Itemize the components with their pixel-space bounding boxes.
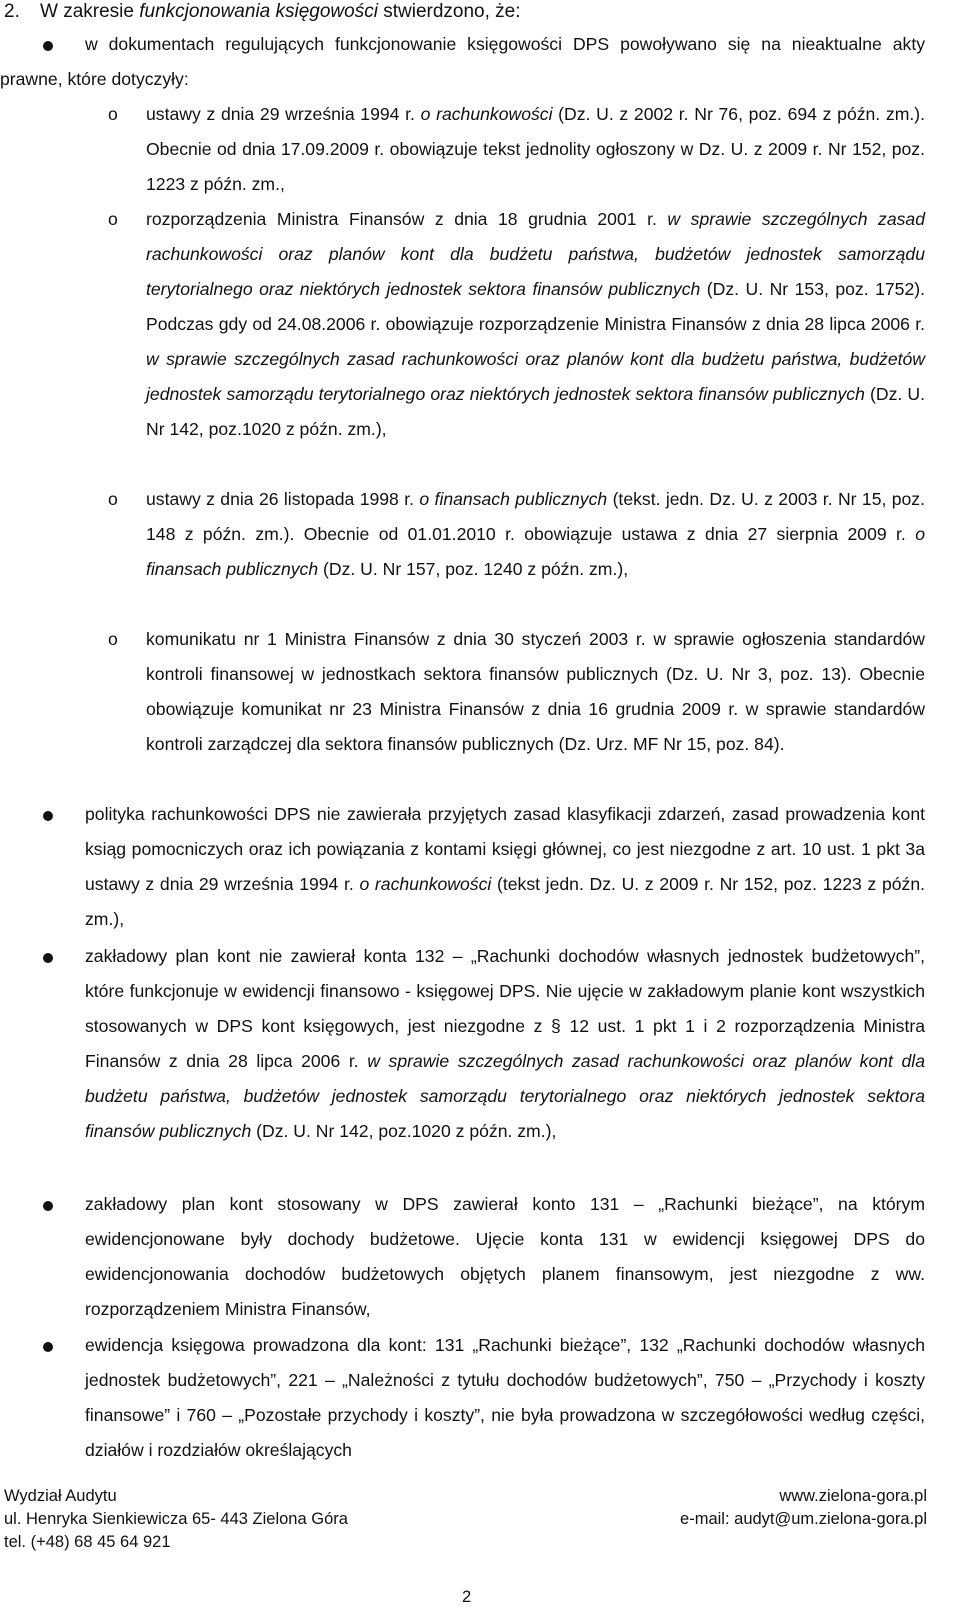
text-run: (Dz. U. Nr 142, poz.1020 z późn. zm.), <box>251 1121 557 1141</box>
text-run: (Dz. U. z 2002 r. Nr 76, poz. 694 z późn. zm.). Obecnie od dnia 17.09.2009 r. obowiązuje tekst jednolity ogłoszony w Dz. U. z 2009 r. Nr 152, poz. 1223 z późn. zm., <box>146 104 925 194</box>
italic-title: o finansach publicznych <box>146 524 925 579</box>
sub-bullet-paragraph <box>146 97 925 202</box>
text-run: polityka rachunkowości DPS nie zawierała przyjętych zasad klasyfikacji zdarzeń, zasad prowadzenia kont ksiąg pomocniczych oraz ich powiązania z kontami księgi głównej, co jest niezgodne z art. 10 ust. 1 pkt 3a ustawy z dnia 29 września 1994 r. <box>85 804 925 894</box>
text-run: (tekst. jedn. Dz. U. z 2003 r. Nr 15, poz. 148 z późn. zm.). Obecnie od 01.01.2010 r. obowiązuje ustawa z dnia 27 sierpnia 2009 r. <box>146 489 925 544</box>
footer-address: ul. Henryka Sienkiewicza 65- 443 Zielona Góra <box>4 1510 348 1528</box>
italic-title: o finansach publicznych <box>419 489 608 509</box>
bullet-marker <box>43 953 53 963</box>
sub-bullet-paragraph <box>146 202 925 447</box>
section-lead-tail: stwierdzono, że: <box>377 1 521 22</box>
sub-bullet-marker: o <box>108 629 118 649</box>
text-run: ustawy z dnia 26 listopada 1998 r. <box>146 489 420 509</box>
bullet-paragraph <box>85 797 925 937</box>
bullet-paragraph <box>85 1328 925 1468</box>
page-number: 2 <box>462 1588 472 1606</box>
bullet-marker <box>43 1342 53 1352</box>
section-heading <box>4 0 521 24</box>
bullet-paragraph <box>85 939 925 1149</box>
page-footer <box>0 1485 960 1622</box>
text-run: (Dz. U. Nr 142, poz.1020 z późn. zm.), <box>146 384 926 439</box>
text-run: zakładowy plan kont nie zawierał konta 132 – „Rachunki dochodów własnych jednostek budżetowych”, które funkcjonuje w ewidencji finansowo - księgowej DPS. Nie ujęcie w zakładowym planie kont wszystkich stosowanych w DPS kont księgowych, jest niezgodne z § 12 ust. 1 pkt 1 i 2 rozporządzenia Ministra Finansów z dnia 28 lipca 2006 r. <box>85 946 925 1071</box>
sub-bullet-paragraph <box>146 622 925 762</box>
italic-title: w sprawie szczególnych zasad rachunkowości oraz planów kont dla budżetu państwa, budżetów jednostek samorządu terytorialnego oraz niektórych jednostek sektora finansów publicznych <box>146 349 925 404</box>
sub-bullet-paragraph <box>146 482 925 587</box>
text-run: (Dz. U. Nr 153, poz. 1752). Podczas gdy od 24.08.2006 r. obowiązuje rozporządzenie Ministra Finansów z dnia 28 lipca 2006 r. <box>146 279 925 334</box>
italic-title: o rachunkowości <box>359 874 492 894</box>
section-lead: W zakresie <box>40 1 140 22</box>
sub-bullet-marker: o <box>108 209 118 229</box>
italic-title: w sprawie szczególnych zasad rachunkowości oraz planów kont dla budżetu państwa, budżetów jednostek samorządu terytorialnego oraz niektórych jednostek sektora finansów publicznych <box>146 209 925 299</box>
bullet-paragraph <box>0 27 925 97</box>
text-run: (Dz. U. Nr 157, poz. 1240 z późn. zm.), <box>318 559 629 579</box>
sub-bullet-marker: o <box>108 104 118 124</box>
paragraph-text: w dokumentach regulujących funkcjonowanie księgowości DPS powoływano się na nieaktualne akty prawne, które dotyczyły: <box>0 34 925 89</box>
bullet-marker <box>43 811 53 821</box>
bullet-marker <box>43 1201 53 1211</box>
text-run: rozporządzenia Ministra Finansów z dnia 18 grudnia 2001 r. <box>146 209 668 229</box>
section-number: 2. <box>4 1 20 22</box>
text-run: ewidencja księgowa prowadzona dla kont: 131 „Rachunki bieżące”, 132 „Rachunki dochodów własnych jednostek budżetowych”, 221 – „Należności z tytułu dochodów budżetowych”, 750 – „Przychody i koszty finansowe” i 760 – „Pozostałe przychody i koszty”, nie była prowadzona w szczegółowości według części, działów i rozdziałów określających <box>85 1335 925 1460</box>
italic-title: o rachunkowości <box>420 104 553 124</box>
text-run: zakładowy plan kont stosowany w DPS zawierał konto 131 – „Rachunki bieżące”, na którym ewidencjonowane były dochody budżetowe. Ujęcie konta 131 w ewidencji księgowej DPS do ewidencjonowania dochodów budżetowych objętych planem finansowym, jest niezgodne z ww. rozporządzeniem Ministra Finansów, <box>85 1194 925 1319</box>
text-run: ustawy z dnia 29 września 1994 r. <box>146 104 421 124</box>
footer-department: Wydział Audytu <box>4 1487 117 1505</box>
footer-phone: tel. (+48) 68 45 64 921 <box>4 1533 171 1551</box>
sub-bullet-marker: o <box>108 489 118 509</box>
italic-title: w sprawie szczególnych zasad rachunkowości oraz planów kont dla budżetu państwa, budżetów jednostek samorządu terytorialnego oraz niektórych jednostek sektora finansów publicznych <box>85 1051 925 1141</box>
text-run: (tekst jedn. Dz. U. z 2009 r. Nr 152, poz. 1223 z późn. zm.), <box>85 874 925 929</box>
footer-email[interactable]: e-mail: audyt@um.zielona-gora.pl <box>680 1510 927 1528</box>
section-lead-italic: funkcjonowania księgowości <box>139 1 378 22</box>
footer-website[interactable]: www.zielona-gora.pl <box>779 1487 927 1505</box>
bullet-paragraph <box>85 1187 925 1327</box>
text-run: komunikatu nr 1 Ministra Finansów z dnia 30 styczeń 2003 r. w sprawie ogłoszenia standardów kontroli finansowej w jednostkach sektora finansów publicznych (Dz. U. Nr 3, poz. 13). Obecnie obowiązuje komunikat nr 23 Ministra Finansów z dnia 16 grudnia 2009 r. w sprawie standardów kontroli zarządczej dla sektora finansów publicznych (Dz. Urz. MF Nr 15, poz. 84). <box>146 629 925 754</box>
